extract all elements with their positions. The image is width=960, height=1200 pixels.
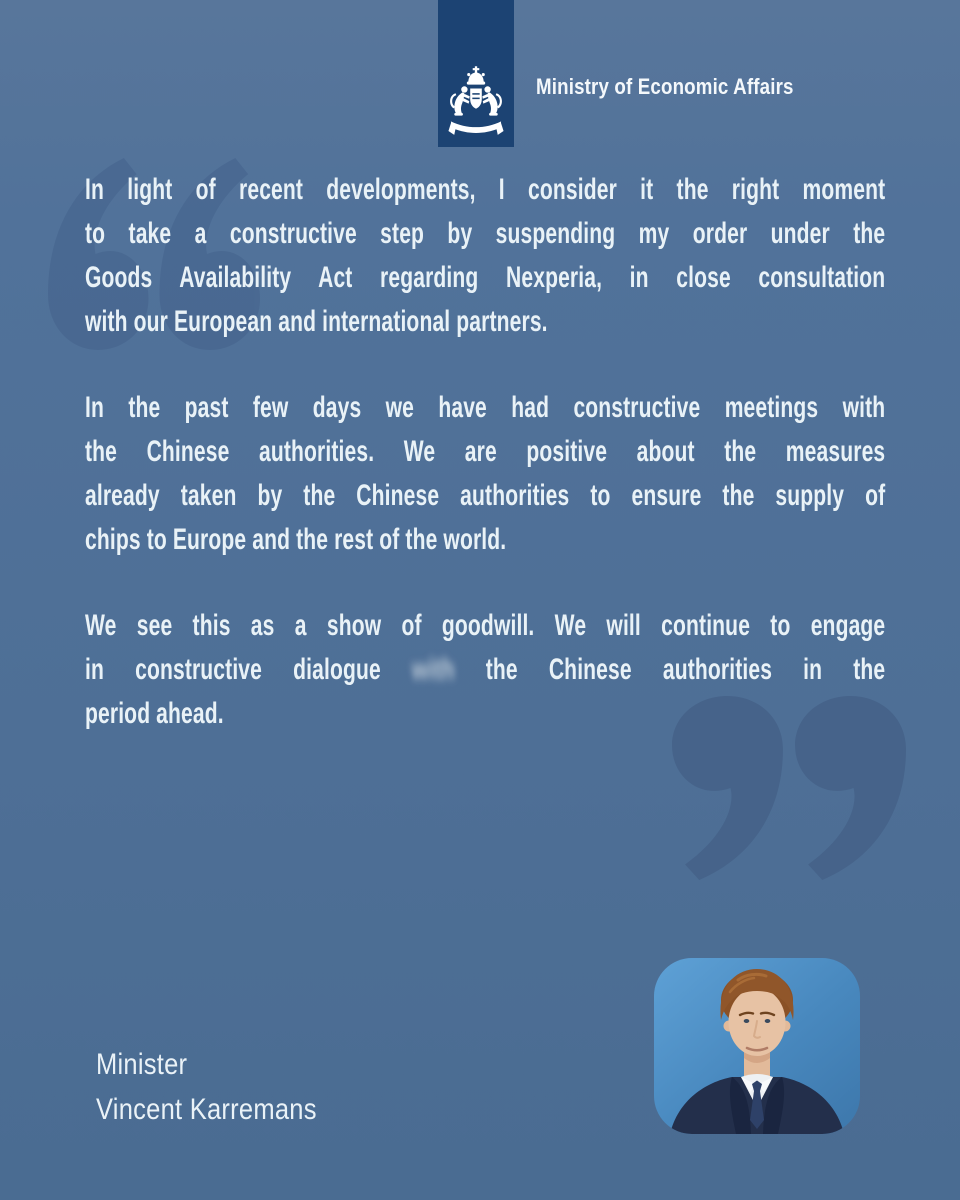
quote-text-block bbox=[85, 168, 960, 778]
minister-portrait-illustration bbox=[654, 958, 860, 1134]
quote-line: with our European and international partners. bbox=[85, 305, 548, 338]
quote-paragraph-3 bbox=[85, 604, 885, 736]
quote-line: already taken by the Chinese authorities to ensure the supply of bbox=[85, 479, 886, 512]
quote-line: chips to Europe and the rest of the world. bbox=[85, 523, 507, 556]
quote-line-segment: in constructive dialogue bbox=[85, 653, 381, 686]
quote-line: Goods Availability Act regarding Nexperia, in close consultation bbox=[85, 261, 886, 294]
quote-line bbox=[85, 648, 885, 692]
quote-line: the Chinese authorities. We are positive about the measures bbox=[85, 435, 886, 468]
dutch-coat-of-arms-icon bbox=[447, 66, 505, 140]
minister-portrait-photo bbox=[654, 958, 860, 1134]
quote-paragraph-2 bbox=[85, 386, 885, 562]
minister-name: Vincent Karremans bbox=[96, 1093, 317, 1126]
blurred-word: with bbox=[411, 653, 455, 686]
quote-line: In the past few days we have had constructive meetings with bbox=[85, 391, 886, 424]
quote-line: to take a constructive step by suspending my order under the bbox=[85, 217, 886, 250]
government-banner bbox=[438, 0, 514, 147]
quote-line: period ahead. bbox=[85, 697, 224, 730]
quote-line: We see this as a show of goodwill. We will continue to engage bbox=[85, 609, 886, 642]
ministry-name-label: Ministry of Economic Affairs bbox=[536, 74, 794, 99]
quote-line-segment: the Chinese authorities in the bbox=[485, 653, 886, 686]
quote-line: In light of recent developments, I consider it the right moment bbox=[85, 173, 886, 206]
signature-block bbox=[96, 1042, 317, 1132]
minister-title: Minister bbox=[96, 1048, 188, 1081]
quote-paragraph-1 bbox=[85, 168, 885, 344]
